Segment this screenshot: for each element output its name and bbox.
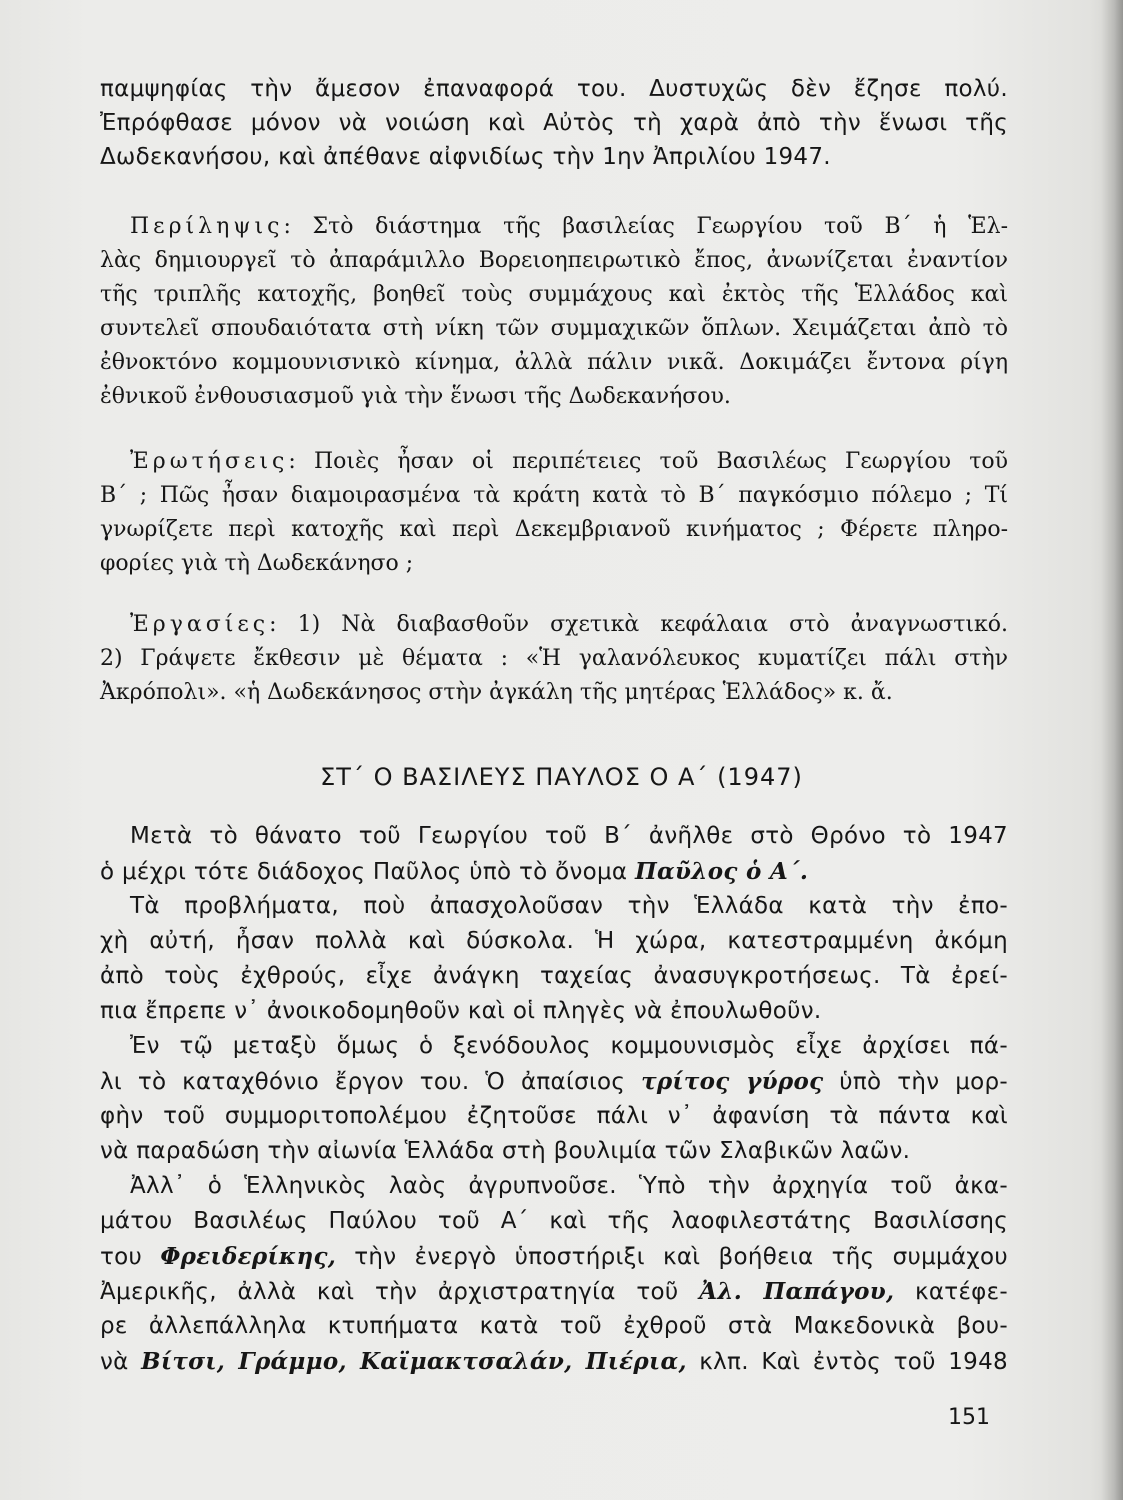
body-text: κλπ. Καὶ ἐντὸς τοῦ 1948 bbox=[686, 1349, 1008, 1375]
body-line-5: ἀπὸ τοὺς ἐχθρούς, εἶχε ἀνάγκη ταχείας ἀνασυγκροτήσεως. Τὰ ἐρεί- bbox=[100, 963, 1008, 989]
body-line-16 bbox=[100, 1350, 1008, 1374]
top-line-1: παμψηφίας τὴν ἄμεσον ἐπαναφορά του. Δυστυχῶς δὲν ἔζησε πολύ. bbox=[100, 76, 1008, 102]
questions-label: Ἐρωτήσεις bbox=[130, 449, 289, 474]
questions-line-3: γνωρίζετε περὶ κατοχῆς καὶ περὶ Δεκεμβριανοῦ κινήματος ; Φέρετε πληρο- bbox=[100, 517, 1008, 542]
frederica-bold: Φρειδερίκης, bbox=[160, 1243, 337, 1270]
body-text: τὴν ἐνεργὸ ὑποστήριξι καὶ βοήθεια τῆς συμμάχου bbox=[336, 1244, 1008, 1270]
page-number: 151 bbox=[948, 1405, 990, 1430]
questions-line-2: Β΄ ; Πῶς ἦσαν διαμοιρασμένα τὰ κράτη κατὰ τὸ Β΄ παγκόσμιο πόλεμο ; Τί bbox=[100, 483, 1008, 508]
questions-line-1 bbox=[100, 451, 1008, 473]
body-line-6: πια ἔπρεπε ν᾽ ἀνοικοδομηθοῦν καὶ οἱ πληγὲς νὰ ἐπουλωθοῦν. bbox=[100, 998, 822, 1024]
summary-line-3: τῆς τριπλῆς κατοχῆς, βοηθεῖ τοὺς συμμάχους καὶ ἐκτὸς τῆς Ἑλλάδος καὶ bbox=[100, 282, 1008, 307]
body-line-2 bbox=[100, 860, 1008, 884]
body-line-1: Μετὰ τὸ θάνατο τοῦ Γεωργίου τοῦ Β΄ ἀνῆλθε στὸ Θρόνο τὸ 1947 bbox=[130, 823, 1008, 849]
body-text: του bbox=[100, 1244, 161, 1270]
body-line-11: Ἀλλ᾽ ὁ Ἑλληνικὸς λαὸς ἀγρυπνοῦσε. Ὑπὸ τὴν ἀρχηγία τοῦ ἀκα- bbox=[130, 1173, 1008, 1199]
tasks-line-3: Ἀκρόπολι». «ἡ Δωδεκάνησος στὴν ἀγκάλη τῆς μητέρας Ἑλλάδος» κ. ἄ. bbox=[100, 680, 893, 705]
papagos-bold: Ἀλ. Παπάγου, bbox=[699, 1278, 895, 1305]
body-line-14 bbox=[100, 1280, 1008, 1304]
summary-line-1 bbox=[100, 216, 1008, 238]
body-text: νὰ bbox=[100, 1349, 142, 1375]
body-line-9: φὴν τοῦ συμμοριτοπολέμου ἐζητοῦσε πάλι ν᾽ ἀφανίση τὰ πάντα καὶ bbox=[100, 1103, 1008, 1129]
tasks-line-1 bbox=[100, 614, 1008, 636]
mountains-bold: Βίτσι, Γράμμο, Καϊμακτσαλάν, Πιέρια, bbox=[141, 1348, 687, 1375]
tasks-label: Ἐργασίες bbox=[130, 612, 270, 637]
questions-line-4: φορίες γιὰ τὴ Δωδεκάνησο ; bbox=[100, 551, 414, 576]
body-text: ὑπὸ τὴν μορ- bbox=[823, 1069, 1008, 1095]
body-line-3: Τὰ προβλήματα, ποὺ ἀπασχολοῦσαν τὴν Ἑλλάδα κατὰ τὴν ἐπο- bbox=[130, 893, 1008, 919]
summary-label: Περίληψις bbox=[130, 214, 284, 239]
body-line-4: χὴ αὐτή, ἦσαν πολλὰ καὶ δύσκολα. Ἡ χώρα, κατεστραμμένη ἀκόμη bbox=[100, 928, 1008, 954]
section-title: ΣΤ΄ Ο ΒΑΣΙΛΕΥΣ ΠΑΥΛΟΣ Ο Α΄ bbox=[320, 763, 709, 791]
summary-text: : Στὸ διάστημα τῆς βασιλείας Γεωργίου τοῦ Β΄ ἡ Ἑλ- bbox=[283, 214, 1008, 239]
body-line-7: Ἐν τῷ μεταξὺ ὅμως ὁ ξενόδουλος κομμουνισμὸς εἶχε ἀρχίσει πά- bbox=[130, 1033, 1008, 1059]
summary-line-4: συντελεῖ σπουδαιότατα στὴ νίκη τῶν συμμαχικῶν ὅπλων. Χειμάζεται ἀπὸ τὸ bbox=[100, 316, 1008, 341]
body-line-8 bbox=[100, 1070, 1008, 1094]
body-text: Ἀμερικῆς, ἀλλὰ καὶ τὴν ἀρχιστρατηγία τοῦ bbox=[100, 1279, 700, 1305]
king-name-bold: Παῦλος ὁ Α΄. bbox=[635, 858, 809, 885]
summary-line-2: λὰς δημιουργεῖ τὸ ἀπαράμιλλο Βορειοηπειρωτικὸ ἔπος, ἀνωνίζεται ἐναντίον bbox=[100, 248, 1008, 273]
third-round-bold: τρίτος γύρος bbox=[641, 1068, 824, 1095]
questions-text: : Ποιὲς ἦσαν οἱ περιπέτειες τοῦ Βασιλέως Γεωργίου τοῦ bbox=[288, 449, 1008, 474]
summary-line-5: ἐθνοκτόνο κομμουνισνικὸ κίνημα, ἀλλὰ πάλιν νικᾶ. Δοκιμάζει ἔντονα ρίγη bbox=[100, 350, 1008, 375]
tasks-line-2: 2) Γράψετε ἔκθεσιν μὲ θέματα : «Ἡ γαλανόλευκος κυματίζει πάλι στὴν bbox=[100, 646, 1008, 671]
section-year: (1947) bbox=[717, 763, 803, 791]
body-text: λι τὸ καταχθόνιο ἔργον του. Ὁ ἀπαίσιος bbox=[100, 1069, 642, 1095]
page-edge-shadow bbox=[1101, 0, 1123, 1500]
section-heading bbox=[0, 765, 1123, 789]
body-line-15: ρε ἀλλεπάλληλα κτυπήματα κατὰ τοῦ ἐχθροῦ στὰ Μακεδονικὰ βου- bbox=[100, 1313, 1008, 1339]
top-line-3: Δωδεκανήσου, καὶ ἀπέθανε αἰφνιδίως τὴν 1ην Ἀπριλίου 1947. bbox=[100, 144, 831, 170]
top-line-2: Ἐπρόφθασε μόνον νὰ νοιώση καὶ Αὐτὸς τὴ χαρὰ ἀπὸ τὴν ἕνωσι τῆς bbox=[100, 110, 1008, 136]
body-line-13 bbox=[100, 1245, 1008, 1269]
body-line-12: μάτου Βασιλέως Παύλου τοῦ Α΄ καὶ τῆς λαοφιλεστάτης Βασιλίσσης bbox=[100, 1208, 1008, 1234]
tasks-text: : 1) Νὰ διαβασθοῦν σχετικὰ κεφάλαια στὸ ἀναγνωστικό. bbox=[269, 612, 1008, 637]
body-line-10: νὰ παραδώση τὴν αἰωνία Ἑλλάδα στὴ βουλιμία τῶν Σλαβικῶν λαῶν. bbox=[100, 1138, 911, 1164]
body-text: κατέφε- bbox=[894, 1279, 1008, 1305]
summary-line-6: ἐθνικοῦ ἐνθουσιασμοῦ γιὰ τὴν ἕνωσι τῆς Δωδεκανήσου. bbox=[100, 384, 731, 409]
body-text: ὁ μέχρι τότε διάδοχος Παῦλος ὑπὸ τὸ ὄνομα bbox=[100, 859, 635, 885]
